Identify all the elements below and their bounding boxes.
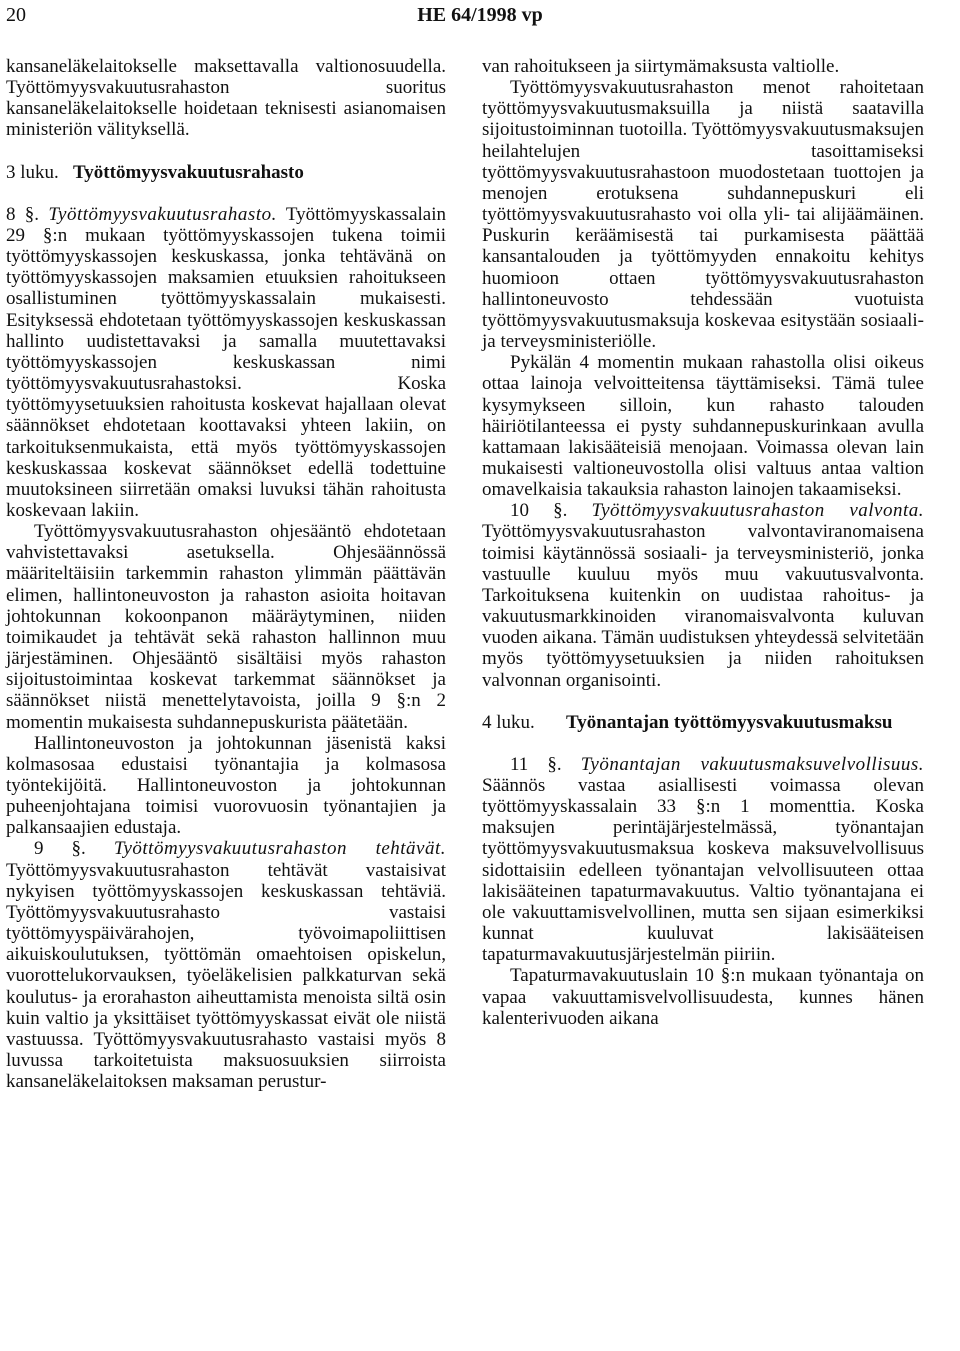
section-title: Työttömyysvakuutusrahaston tehtävät. [113, 838, 447, 860]
running-head: HE 64/1998 vp [417, 4, 543, 26]
section-title: Työnantajan vakuutusmaksuvelvollisuus. [580, 753, 925, 775]
paragraph: Pykälän 4 momentin mukaan rahastolla olisi oikeus ottaa lainoja velvoitteitensa täyttämiseksi. Tämä tulee kysymykseen silloin, kun rahasto talouden häiriötilanteessa ei pysty suhdannepuskurinkaan avulla kattamaan lakisääteisiä menojaan. Voimassa olevan lain mukaisesti valtioneuvostolla olisi valtuus antaa valtion omavelkaisia takauksia rahaston lainojen takaamiseksi. [482, 352, 924, 501]
spacer [482, 733, 924, 754]
section-9 [6, 838, 446, 1092]
paragraph: van rahoitukseen ja siirtymämaksusta valtiolle. [482, 56, 840, 77]
spacer [482, 691, 924, 712]
left-column [6, 56, 446, 1092]
section-text: Työttömyyskassalain 29 §:n mukaan työttömyyskassojen tukena toimii työttömyyskassojen keskuskassa, jonka tehtävänä on työttömyyskassojen maksamien etuuksien rahoitukseen osallistuminen työttömyyskassalain mukaisesti. Esityksessä ehdotetaan työttömyyskassojen keskuskassan hallinto uudistettavaksi ja samalla muutettavaksi työttömyyskassojen keskuskassan nimi työttömyysvakuutusrahastoksi. Koska työttömyysetuuksien rahoitusta koskevat hajallaan olevat säännökset ehdotetaan koottavaksi yhteen lakiin, on tarkoituksenmukaista, että myös työttömyyskassojen keskuskassaa koskevat säännökset edellä todettuine muutoksineen siirretään omaksi luvuksi tähän rahoitusta koskevaan lakiin. [6, 203, 446, 521]
section-text: Säännös vastaa asiallisesti voimassa olevan työttömyyskassalain 33 §:n 1 momenttia. Koska maksujen perintäjärjestelmässä, työnantajan työttömyysvakuutusmaksua koskeva maksuvelvollisuus sidottaisiin edelleen työnantajan velvollisuuteen ottaa lakisääteinen tapaturmavakuutus. Valtio työnantajana ei ole vakuuttamisvelvollinen, mutta sen sijaan esimerkiksi kunnat kuuluvat lakisääteisen tapaturmavakuutusjärjestelmän piiriin. [482, 775, 924, 966]
section-title: Työttömyysvakuutusrahaston valvonta. [591, 500, 924, 522]
section-number: 11 §. [510, 753, 562, 775]
chapter-number: 3 luku. [6, 161, 59, 183]
spacer [6, 183, 446, 204]
chapter-heading [482, 712, 924, 733]
paragraph: Tapaturmavakuutuslain 10 §:n mukaan työnantaja on vapaa vakuuttamisvelvollisuudesta, kunnes hänen kalenterivuoden aikana [482, 965, 924, 1029]
section-8 [6, 204, 446, 521]
section-title: Työttömyysvakuutusrahasto. [48, 203, 277, 225]
paragraph: Työttömyysvakuutusrahaston menot rahoitetaan työttömyysvakuutusmaksuilla ja niistä saatavilla sijoitustoiminnan tuotoilla. Työttömyysvakuutusmaksujen heilahtelujen tasoittamiseksi työttömyysvakuutusrahastoon muodostetaan tuottojen ja menojen erotuksena suhdannepuskuri eli työttömyysvakuutusrahasto voi olla yli- tai alijäämäinen. Puskurin keräämisestä tai purkamisesta päättää kansantalouden ja työttömyyden ennakoitu kehitys huomioon ottaen työttömyysvakuutusrahaston hallintoneuvosto tehdessään vuotuista työttömyysvakuutusmaksuja koskevaa esitystään sosiaali- ja terveysministeriölle. [482, 77, 924, 353]
spacer [6, 141, 446, 162]
chapter-number: 4 luku. [482, 711, 535, 733]
section-number: 9 §. [34, 838, 86, 860]
page-number: 20 [6, 4, 26, 26]
section-text: Työttömyysvakuutusrahaston valvontaviranomaisena toimisi käytännössä sosiaali- ja terveysministeriö, jonka vastuulle kuuluu myös muu vakuutusvalvonta. Tarkoituksena kuitenkin on uudistaa rahoitus- ja vakuutusmarkkinoiden viranomaisvalvonta kuluvan vuoden aikana. Tämän uudistuksen yhteydessä selvitetään myös työttömyysetuuksien ja niiden rahoituksen valvonnan organisointi. [482, 521, 924, 691]
section-10 [482, 500, 924, 690]
page-header [6, 4, 954, 32]
chapter-title: Työttömyysvakuutusrahasto [73, 161, 304, 183]
paragraph: Hallintoneuvoston ja johtokunnan jäsenistä kaksi kolmasosaa edustaisi työnantajia ja kolmasosa työntekijöitä. Hallintoneuvoston ja johtokunnan puheenjohtajana toimisi vuorovuosin työnantajien ja palkansaajien edustaja. [6, 732, 446, 839]
right-column [482, 56, 924, 1029]
section-number: 10 §. [510, 500, 568, 522]
chapter-heading [6, 162, 446, 183]
section-number: 8 §. [6, 203, 40, 225]
paragraph: Työttömyysvakuutusrahaston ohjesääntö ehdotetaan vahvistettavaksi asetuksella. Ohjesäännössä määriteltäisiin tarkemmin rahaston ylimmän päättävän elimen, hallintoneuvoston ja rahaston asioita hoitavan johtokunnan kokoonpanon määräytyminen, niiden toimikaudet ja tehtävät sekä rahaston hallinnon muu järjestäminen. Ohjesääntö sisältäisi myös rahaston sijoitustoimintaa koskevat tarkemmat säännökset ja säännökset niistä menettelytavoista, joilla 9 §:n 2 momentin mukaisesta suhdannepuskurista päätetään. [6, 521, 446, 733]
paragraph: kansaneläkelaitokselle maksettavalla valtionosuudella. Työttömyysvakuutusrahaston suoritus kansaneläkelaitokselle hoidetaan teknisesti asianomaisen ministeriön välityksellä. [6, 56, 446, 141]
section-11 [482, 754, 924, 966]
section-text: Työttömyysvakuutusrahaston tehtävät vastaisivat nykyisen työttömyyskassojen keskuskassan tehtäviä. Työttömyysvakuutusrahasto vastaisi työttömyyspäivärahojen, työvoimapoliittisen aikuiskoulutuksen, työttömän omaehtoisen opiskelun, vuorottelukorvauksen, työeläkelisien palkkaturvan sekä koulutus- ja erorahaston aiheuttamista menoista siltä osin kuin valtio ja yksittäiset työttömyyskassat eivät ole niistä vastuussa. Työttömyysvakuutusrahasto vastaisi myös 8 luvussa tarkoitetuista maksuosuuksien siirroista kansaneläkelaitoksen maksaman perustur- [6, 859, 446, 1093]
chapter-title: Työnantajan työttömyysvakuutusmaksu [566, 711, 893, 733]
